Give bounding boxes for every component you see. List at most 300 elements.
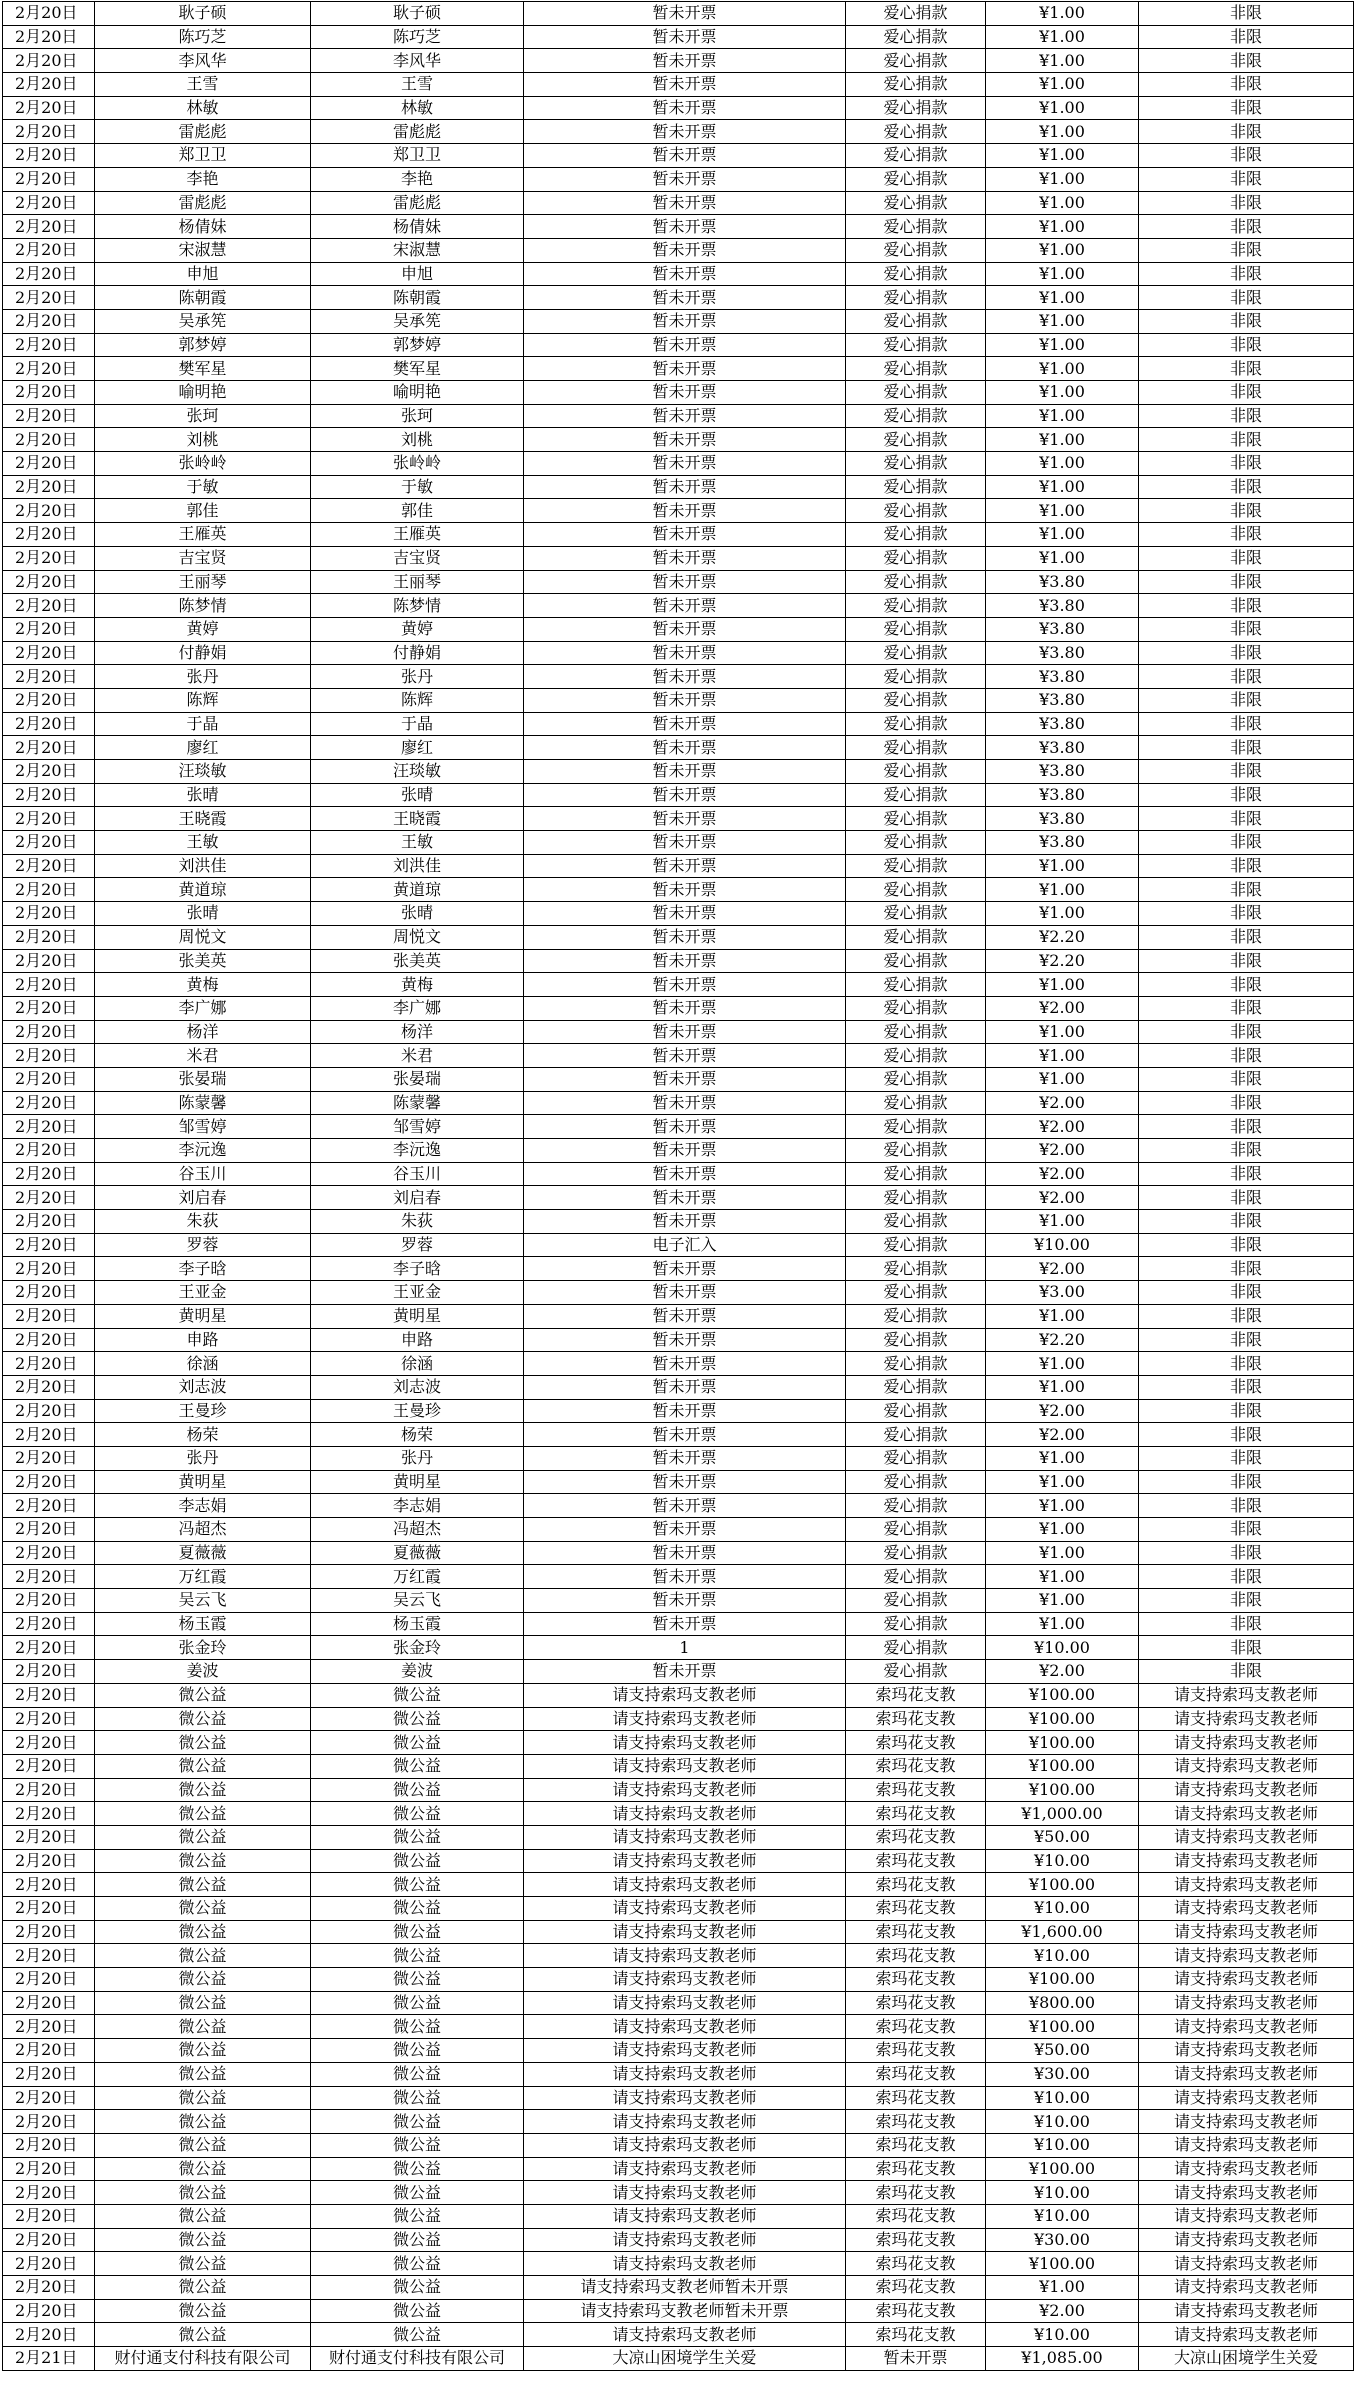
restriction-cell: 请支持索玛支教老师 bbox=[1139, 2039, 1354, 2063]
donor-cell: 李志娟 bbox=[95, 1494, 311, 1518]
project-cell: 爱心捐款 bbox=[846, 1446, 986, 1470]
donor-cell: 郭梦婷 bbox=[95, 333, 311, 357]
date-cell: 2月20日 bbox=[3, 499, 95, 523]
donor-cell: 微公益 bbox=[95, 1991, 311, 2015]
amount-cell: ¥1.00 bbox=[986, 1541, 1139, 1565]
donor-cell: 微公益 bbox=[95, 2086, 311, 2110]
payer-cell: 黄道琼 bbox=[311, 878, 524, 902]
project-cell: 爱心捐款 bbox=[846, 1091, 986, 1115]
donor-cell: 王雪 bbox=[95, 73, 311, 97]
payer-cell: 黄梅 bbox=[311, 973, 524, 997]
invoice-note-cell: 暂未开票 bbox=[524, 333, 846, 357]
table-row bbox=[3, 1518, 1354, 1542]
restriction-cell: 非限 bbox=[1139, 973, 1354, 997]
project-cell: 索玛花支教 bbox=[846, 1920, 986, 1944]
restriction-cell: 非限 bbox=[1139, 1470, 1354, 1494]
invoice-note-cell: 暂未开票 bbox=[524, 1470, 846, 1494]
donor-cell: 万红霞 bbox=[95, 1565, 311, 1589]
restriction-cell: 非限 bbox=[1139, 309, 1354, 333]
project-cell: 爱心捐款 bbox=[846, 1020, 986, 1044]
payer-cell: 王雁英 bbox=[311, 523, 524, 547]
invoice-note-cell: 请支持索玛支教老师 bbox=[524, 2252, 846, 2276]
date-cell: 2月20日 bbox=[3, 1541, 95, 1565]
date-cell: 2月20日 bbox=[3, 1565, 95, 1589]
invoice-note-cell: 请支持索玛支教老师 bbox=[524, 1920, 846, 1944]
date-cell: 2月20日 bbox=[3, 1731, 95, 1755]
date-cell: 2月20日 bbox=[3, 1470, 95, 1494]
date-cell: 2月20日 bbox=[3, 1707, 95, 1731]
payer-cell: 耿子硕 bbox=[311, 2, 524, 26]
donor-cell: 张美英 bbox=[95, 949, 311, 973]
payer-cell: 张丹 bbox=[311, 1446, 524, 1470]
restriction-cell: 请支持索玛支教老师 bbox=[1139, 1825, 1354, 1849]
table-row bbox=[3, 1067, 1354, 1091]
date-cell: 2月20日 bbox=[3, 1352, 95, 1376]
amount-cell: ¥1.00 bbox=[986, 191, 1139, 215]
date-cell: 2月20日 bbox=[3, 831, 95, 855]
project-cell: 爱心捐款 bbox=[846, 144, 986, 168]
payer-cell: 微公益 bbox=[311, 2204, 524, 2228]
table-row bbox=[3, 2157, 1354, 2181]
payer-cell: 李志娟 bbox=[311, 1494, 524, 1518]
invoice-note-cell: 大凉山困境学生关爱 bbox=[524, 2347, 846, 2371]
table-row bbox=[3, 2015, 1354, 2039]
amount-cell: ¥100.00 bbox=[986, 1707, 1139, 1731]
payer-cell: 微公益 bbox=[311, 1802, 524, 1826]
invoice-note-cell: 暂未开票 bbox=[524, 2, 846, 26]
date-cell: 2月20日 bbox=[3, 2133, 95, 2157]
donor-cell: 邹雪婷 bbox=[95, 1115, 311, 1139]
date-cell: 2月20日 bbox=[3, 452, 95, 476]
date-cell: 2月20日 bbox=[3, 238, 95, 262]
table-row bbox=[3, 925, 1354, 949]
table-row bbox=[3, 1825, 1354, 1849]
restriction-cell: 非限 bbox=[1139, 1541, 1354, 1565]
invoice-note-cell: 暂未开票 bbox=[524, 428, 846, 452]
project-cell: 索玛花支教 bbox=[846, 2204, 986, 2228]
date-cell: 2月20日 bbox=[3, 1304, 95, 1328]
invoice-note-cell: 暂未开票 bbox=[524, 1565, 846, 1589]
table-row bbox=[3, 1612, 1354, 1636]
amount-cell: ¥3.80 bbox=[986, 665, 1139, 689]
payer-cell: 微公益 bbox=[311, 1991, 524, 2015]
donor-cell: 周悦文 bbox=[95, 925, 311, 949]
restriction-cell: 请支持索玛支教老师 bbox=[1139, 1707, 1354, 1731]
donor-cell: 徐涵 bbox=[95, 1352, 311, 1376]
date-cell: 2月20日 bbox=[3, 475, 95, 499]
payer-cell: 微公益 bbox=[311, 1825, 524, 1849]
restriction-cell: 非限 bbox=[1139, 120, 1354, 144]
payer-cell: 姜波 bbox=[311, 1660, 524, 1684]
date-cell: 2月20日 bbox=[3, 1636, 95, 1660]
payer-cell: 微公益 bbox=[311, 1849, 524, 1873]
donor-cell: 林敏 bbox=[95, 96, 311, 120]
donation-ledger-table bbox=[2, 1, 1354, 2371]
invoice-note-cell: 暂未开票 bbox=[524, 1115, 846, 1139]
restriction-cell: 非限 bbox=[1139, 1375, 1354, 1399]
amount-cell: ¥1.00 bbox=[986, 1565, 1139, 1589]
table-row bbox=[3, 1589, 1354, 1613]
table-row bbox=[3, 2062, 1354, 2086]
restriction-cell: 请支持索玛支教老师 bbox=[1139, 1873, 1354, 1897]
invoice-note-cell: 暂未开票 bbox=[524, 1494, 846, 1518]
date-cell: 2月20日 bbox=[3, 783, 95, 807]
amount-cell: ¥1.00 bbox=[986, 1446, 1139, 1470]
invoice-note-cell: 暂未开票 bbox=[524, 215, 846, 239]
amount-cell: ¥1.00 bbox=[986, 96, 1139, 120]
project-cell: 爱心捐款 bbox=[846, 333, 986, 357]
payer-cell: 张晏瑞 bbox=[311, 1067, 524, 1091]
invoice-note-cell: 请支持索玛支教老师 bbox=[524, 2110, 846, 2134]
project-cell: 爱心捐款 bbox=[846, 949, 986, 973]
project-cell: 爱心捐款 bbox=[846, 475, 986, 499]
payer-cell: 张金玲 bbox=[311, 1636, 524, 1660]
amount-cell: ¥1.00 bbox=[986, 1067, 1139, 1091]
donor-cell: 雷彪彪 bbox=[95, 191, 311, 215]
invoice-note-cell: 暂未开票 bbox=[524, 688, 846, 712]
date-cell: 2月20日 bbox=[3, 2323, 95, 2347]
table-row bbox=[3, 1304, 1354, 1328]
table-row bbox=[3, 144, 1354, 168]
payer-cell: 刘启春 bbox=[311, 1186, 524, 1210]
invoice-note-cell: 请支持索玛支教老师 bbox=[524, 2015, 846, 2039]
project-cell: 爱心捐款 bbox=[846, 499, 986, 523]
project-cell: 爱心捐款 bbox=[846, 1565, 986, 1589]
table-row bbox=[3, 73, 1354, 97]
date-cell: 2月20日 bbox=[3, 286, 95, 310]
project-cell: 爱心捐款 bbox=[846, 1541, 986, 1565]
invoice-note-cell: 请支持索玛支教老师 bbox=[524, 1778, 846, 1802]
payer-cell: 杨洋 bbox=[311, 1020, 524, 1044]
amount-cell: ¥3.80 bbox=[986, 736, 1139, 760]
amount-cell: ¥10.00 bbox=[986, 1897, 1139, 1921]
date-cell: 2月20日 bbox=[3, 2062, 95, 2086]
amount-cell: ¥1.00 bbox=[986, 1210, 1139, 1234]
project-cell: 索玛花支教 bbox=[846, 2299, 986, 2323]
date-cell: 2月20日 bbox=[3, 641, 95, 665]
restriction-cell: 请支持索玛支教老师 bbox=[1139, 2133, 1354, 2157]
payer-cell: 财付通支付科技有限公司 bbox=[311, 2347, 524, 2371]
payer-cell: 微公益 bbox=[311, 1778, 524, 1802]
project-cell: 索玛花支教 bbox=[846, 1873, 986, 1897]
invoice-note-cell: 暂未开票 bbox=[524, 736, 846, 760]
date-cell: 2月20日 bbox=[3, 1991, 95, 2015]
restriction-cell: 非限 bbox=[1139, 357, 1354, 381]
donor-cell: 杨荣 bbox=[95, 1423, 311, 1447]
table-row bbox=[3, 1778, 1354, 1802]
donor-cell: 微公益 bbox=[95, 1707, 311, 1731]
project-cell: 索玛花支教 bbox=[846, 2133, 986, 2157]
payer-cell: 谷玉川 bbox=[311, 1162, 524, 1186]
invoice-note-cell: 请支持索玛支教老师暂未开票 bbox=[524, 2276, 846, 2300]
restriction-cell: 请支持索玛支教老师 bbox=[1139, 2323, 1354, 2347]
invoice-note-cell: 暂未开票 bbox=[524, 1660, 846, 1684]
project-cell: 爱心捐款 bbox=[846, 1636, 986, 1660]
payer-cell: 微公益 bbox=[311, 2252, 524, 2276]
payer-cell: 微公益 bbox=[311, 2181, 524, 2205]
date-cell: 2月20日 bbox=[3, 1423, 95, 1447]
amount-cell: ¥1,000.00 bbox=[986, 1802, 1139, 1826]
invoice-note-cell: 暂未开票 bbox=[524, 1399, 846, 1423]
project-cell: 索玛花支教 bbox=[846, 1849, 986, 1873]
table-row bbox=[3, 1020, 1354, 1044]
amount-cell: ¥3.80 bbox=[986, 783, 1139, 807]
restriction-cell: 非限 bbox=[1139, 286, 1354, 310]
date-cell: 2月20日 bbox=[3, 1873, 95, 1897]
invoice-note-cell: 暂未开票 bbox=[524, 1186, 846, 1210]
restriction-cell: 请支持索玛支教老师 bbox=[1139, 1897, 1354, 1921]
amount-cell: ¥2.00 bbox=[986, 2299, 1139, 2323]
date-cell: 2月20日 bbox=[3, 688, 95, 712]
restriction-cell: 请支持索玛支教老师 bbox=[1139, 1849, 1354, 1873]
project-cell: 爱心捐款 bbox=[846, 1423, 986, 1447]
restriction-cell: 非限 bbox=[1139, 2, 1354, 26]
invoice-note-cell: 请支持索玛支教老师 bbox=[524, 1944, 846, 1968]
payer-cell: 微公益 bbox=[311, 1731, 524, 1755]
donor-cell: 张晴 bbox=[95, 783, 311, 807]
restriction-cell: 非限 bbox=[1139, 428, 1354, 452]
date-cell: 2月20日 bbox=[3, 428, 95, 452]
project-cell: 索玛花支教 bbox=[846, 2039, 986, 2063]
donor-cell: 微公益 bbox=[95, 2181, 311, 2205]
restriction-cell: 非限 bbox=[1139, 191, 1354, 215]
project-cell: 爱心捐款 bbox=[846, 357, 986, 381]
payer-cell: 微公益 bbox=[311, 2062, 524, 2086]
date-cell: 2月20日 bbox=[3, 381, 95, 405]
payer-cell: 郭梦婷 bbox=[311, 333, 524, 357]
amount-cell: ¥1.00 bbox=[986, 1375, 1139, 1399]
payer-cell: 微公益 bbox=[311, 2133, 524, 2157]
project-cell: 爱心捐款 bbox=[846, 96, 986, 120]
project-cell: 爱心捐款 bbox=[846, 167, 986, 191]
payer-cell: 付静娟 bbox=[311, 641, 524, 665]
date-cell: 2月20日 bbox=[3, 1494, 95, 1518]
donor-cell: 陈巧芝 bbox=[95, 25, 311, 49]
table-row bbox=[3, 1802, 1354, 1826]
invoice-note-cell: 请支持索玛支教老师 bbox=[524, 1754, 846, 1778]
project-cell: 爱心捐款 bbox=[846, 1399, 986, 1423]
project-cell: 爱心捐款 bbox=[846, 783, 986, 807]
payer-cell: 微公益 bbox=[311, 2299, 524, 2323]
payer-cell: 王亚金 bbox=[311, 1281, 524, 1305]
restriction-cell: 非限 bbox=[1139, 144, 1354, 168]
invoice-note-cell: 暂未开票 bbox=[524, 831, 846, 855]
amount-cell: ¥2.00 bbox=[986, 1660, 1139, 1684]
amount-cell: ¥2.00 bbox=[986, 1423, 1139, 1447]
table-row bbox=[3, 2039, 1354, 2063]
date-cell: 2月20日 bbox=[3, 1825, 95, 1849]
project-cell: 索玛花支教 bbox=[846, 1731, 986, 1755]
project-cell: 爱心捐款 bbox=[846, 428, 986, 452]
project-cell: 爱心捐款 bbox=[846, 286, 986, 310]
date-cell: 2月20日 bbox=[3, 49, 95, 73]
date-cell: 2月20日 bbox=[3, 570, 95, 594]
payer-cell: 黄婷 bbox=[311, 617, 524, 641]
project-cell: 爱心捐款 bbox=[846, 996, 986, 1020]
table-row bbox=[3, 309, 1354, 333]
date-cell: 2月20日 bbox=[3, 1968, 95, 1992]
amount-cell: ¥1.00 bbox=[986, 120, 1139, 144]
payer-cell: 张晴 bbox=[311, 902, 524, 926]
restriction-cell: 请支持索玛支教老师 bbox=[1139, 2062, 1354, 2086]
donor-cell: 微公益 bbox=[95, 2323, 311, 2347]
donor-cell: 黄婷 bbox=[95, 617, 311, 641]
date-cell: 2月20日 bbox=[3, 665, 95, 689]
table-row bbox=[3, 1352, 1354, 1376]
table-row bbox=[3, 1660, 1354, 1684]
restriction-cell: 非限 bbox=[1139, 1446, 1354, 1470]
restriction-cell: 非限 bbox=[1139, 1660, 1354, 1684]
invoice-note-cell: 请支持索玛支教老师 bbox=[524, 1873, 846, 1897]
restriction-cell: 非限 bbox=[1139, 1020, 1354, 1044]
restriction-cell: 非限 bbox=[1139, 499, 1354, 523]
invoice-note-cell: 暂未开票 bbox=[524, 144, 846, 168]
payer-cell: 微公益 bbox=[311, 1920, 524, 1944]
project-cell: 索玛花支教 bbox=[846, 2323, 986, 2347]
payer-cell: 廖红 bbox=[311, 736, 524, 760]
payer-cell: 微公益 bbox=[311, 1897, 524, 1921]
table-row bbox=[3, 1139, 1354, 1163]
date-cell: 2月20日 bbox=[3, 2039, 95, 2063]
payer-cell: 吉宝贤 bbox=[311, 546, 524, 570]
invoice-note-cell: 1 bbox=[524, 1636, 846, 1660]
project-cell: 爱心捐款 bbox=[846, 878, 986, 902]
payer-cell: 米君 bbox=[311, 1044, 524, 1068]
restriction-cell: 非限 bbox=[1139, 1612, 1354, 1636]
invoice-note-cell: 暂未开票 bbox=[524, 854, 846, 878]
invoice-note-cell: 暂未开票 bbox=[524, 49, 846, 73]
donor-cell: 张丹 bbox=[95, 665, 311, 689]
date-cell: 2月20日 bbox=[3, 167, 95, 191]
invoice-note-cell: 暂未开票 bbox=[524, 1612, 846, 1636]
donor-cell: 王丽琴 bbox=[95, 570, 311, 594]
table-row bbox=[3, 1115, 1354, 1139]
restriction-cell: 非限 bbox=[1139, 333, 1354, 357]
restriction-cell: 非限 bbox=[1139, 167, 1354, 191]
restriction-cell: 请支持索玛支教老师 bbox=[1139, 2110, 1354, 2134]
project-cell: 索玛花支教 bbox=[846, 2181, 986, 2205]
donor-cell: 陈梦情 bbox=[95, 594, 311, 618]
project-cell: 爱心捐款 bbox=[846, 404, 986, 428]
invoice-note-cell: 暂未开票 bbox=[524, 120, 846, 144]
table-row bbox=[3, 238, 1354, 262]
date-cell: 2月20日 bbox=[3, 617, 95, 641]
payer-cell: 微公益 bbox=[311, 2086, 524, 2110]
payer-cell: 汪琰敏 bbox=[311, 760, 524, 784]
invoice-note-cell: 暂未开票 bbox=[524, 96, 846, 120]
project-cell: 爱心捐款 bbox=[846, 1257, 986, 1281]
restriction-cell: 请支持索玛支教老师 bbox=[1139, 1944, 1354, 1968]
restriction-cell: 非限 bbox=[1139, 1139, 1354, 1163]
project-cell: 索玛花支教 bbox=[846, 1944, 986, 1968]
payer-cell: 微公益 bbox=[311, 2110, 524, 2134]
invoice-note-cell: 暂未开票 bbox=[524, 949, 846, 973]
project-cell: 爱心捐款 bbox=[846, 1044, 986, 1068]
amount-cell: ¥3.80 bbox=[986, 831, 1139, 855]
invoice-note-cell: 电子汇入 bbox=[524, 1233, 846, 1257]
invoice-note-cell: 暂未开票 bbox=[524, 475, 846, 499]
restriction-cell: 非限 bbox=[1139, 1423, 1354, 1447]
donor-cell: 微公益 bbox=[95, 1897, 311, 1921]
table-row bbox=[3, 2299, 1354, 2323]
invoice-note-cell: 暂未开票 bbox=[524, 760, 846, 784]
amount-cell: ¥1.00 bbox=[986, 499, 1139, 523]
table-row bbox=[3, 807, 1354, 831]
invoice-note-cell: 暂未开票 bbox=[524, 167, 846, 191]
table-row bbox=[3, 120, 1354, 144]
project-cell: 爱心捐款 bbox=[846, 546, 986, 570]
invoice-note-cell: 暂未开票 bbox=[524, 712, 846, 736]
invoice-note-cell: 请支持索玛支教老师 bbox=[524, 2181, 846, 2205]
payer-cell: 喻明艳 bbox=[311, 381, 524, 405]
date-cell: 2月20日 bbox=[3, 333, 95, 357]
table-row bbox=[3, 191, 1354, 215]
project-cell: 爱心捐款 bbox=[846, 1304, 986, 1328]
restriction-cell: 请支持索玛支教老师 bbox=[1139, 1683, 1354, 1707]
table-row bbox=[3, 1920, 1354, 1944]
invoice-note-cell: 请支持索玛支教老师 bbox=[524, 2204, 846, 2228]
restriction-cell: 非限 bbox=[1139, 523, 1354, 547]
invoice-note-cell: 请支持索玛支教老师 bbox=[524, 1802, 846, 1826]
project-cell: 爱心捐款 bbox=[846, 665, 986, 689]
amount-cell: ¥1.00 bbox=[986, 854, 1139, 878]
table-row bbox=[3, 1636, 1354, 1660]
restriction-cell: 非限 bbox=[1139, 736, 1354, 760]
payer-cell: 微公益 bbox=[311, 1683, 524, 1707]
donor-cell: 张丹 bbox=[95, 1446, 311, 1470]
amount-cell: ¥1.00 bbox=[986, 475, 1139, 499]
date-cell: 2月20日 bbox=[3, 1091, 95, 1115]
restriction-cell: 非限 bbox=[1139, 1399, 1354, 1423]
table-row bbox=[3, 475, 1354, 499]
invoice-note-cell: 暂未开票 bbox=[524, 523, 846, 547]
donor-cell: 冯超杰 bbox=[95, 1518, 311, 1542]
amount-cell: ¥1.00 bbox=[986, 523, 1139, 547]
donor-cell: 于晶 bbox=[95, 712, 311, 736]
invoice-note-cell: 暂未开票 bbox=[524, 641, 846, 665]
payer-cell: 夏薇薇 bbox=[311, 1541, 524, 1565]
invoice-note-cell: 暂未开票 bbox=[524, 1281, 846, 1305]
table-row bbox=[3, 854, 1354, 878]
amount-cell: ¥1.00 bbox=[986, 1044, 1139, 1068]
invoice-note-cell: 暂未开票 bbox=[524, 1257, 846, 1281]
table-row bbox=[3, 1991, 1354, 2015]
project-cell: 爱心捐款 bbox=[846, 617, 986, 641]
donor-cell: 吴云飞 bbox=[95, 1589, 311, 1613]
date-cell: 2月20日 bbox=[3, 1897, 95, 1921]
date-cell: 2月20日 bbox=[3, 523, 95, 547]
restriction-cell: 非限 bbox=[1139, 404, 1354, 428]
restriction-cell: 请支持索玛支教老师 bbox=[1139, 1754, 1354, 1778]
invoice-note-cell: 暂未开票 bbox=[524, 1328, 846, 1352]
date-cell: 2月20日 bbox=[3, 2204, 95, 2228]
table-row bbox=[3, 1375, 1354, 1399]
table-row bbox=[3, 2252, 1354, 2276]
table-row bbox=[3, 2228, 1354, 2252]
date-cell: 2月20日 bbox=[3, 2157, 95, 2181]
project-cell: 索玛花支教 bbox=[846, 1778, 986, 1802]
table-row bbox=[3, 1233, 1354, 1257]
amount-cell: ¥2.00 bbox=[986, 1399, 1139, 1423]
amount-cell: ¥1,600.00 bbox=[986, 1920, 1139, 1944]
invoice-note-cell: 请支持索玛支教老师 bbox=[524, 2133, 846, 2157]
amount-cell: ¥1.00 bbox=[986, 1304, 1139, 1328]
table-row bbox=[3, 2086, 1354, 2110]
invoice-note-cell: 暂未开票 bbox=[524, 381, 846, 405]
restriction-cell: 非限 bbox=[1139, 1636, 1354, 1660]
date-cell: 2月20日 bbox=[3, 215, 95, 239]
amount-cell: ¥1.00 bbox=[986, 1020, 1139, 1044]
